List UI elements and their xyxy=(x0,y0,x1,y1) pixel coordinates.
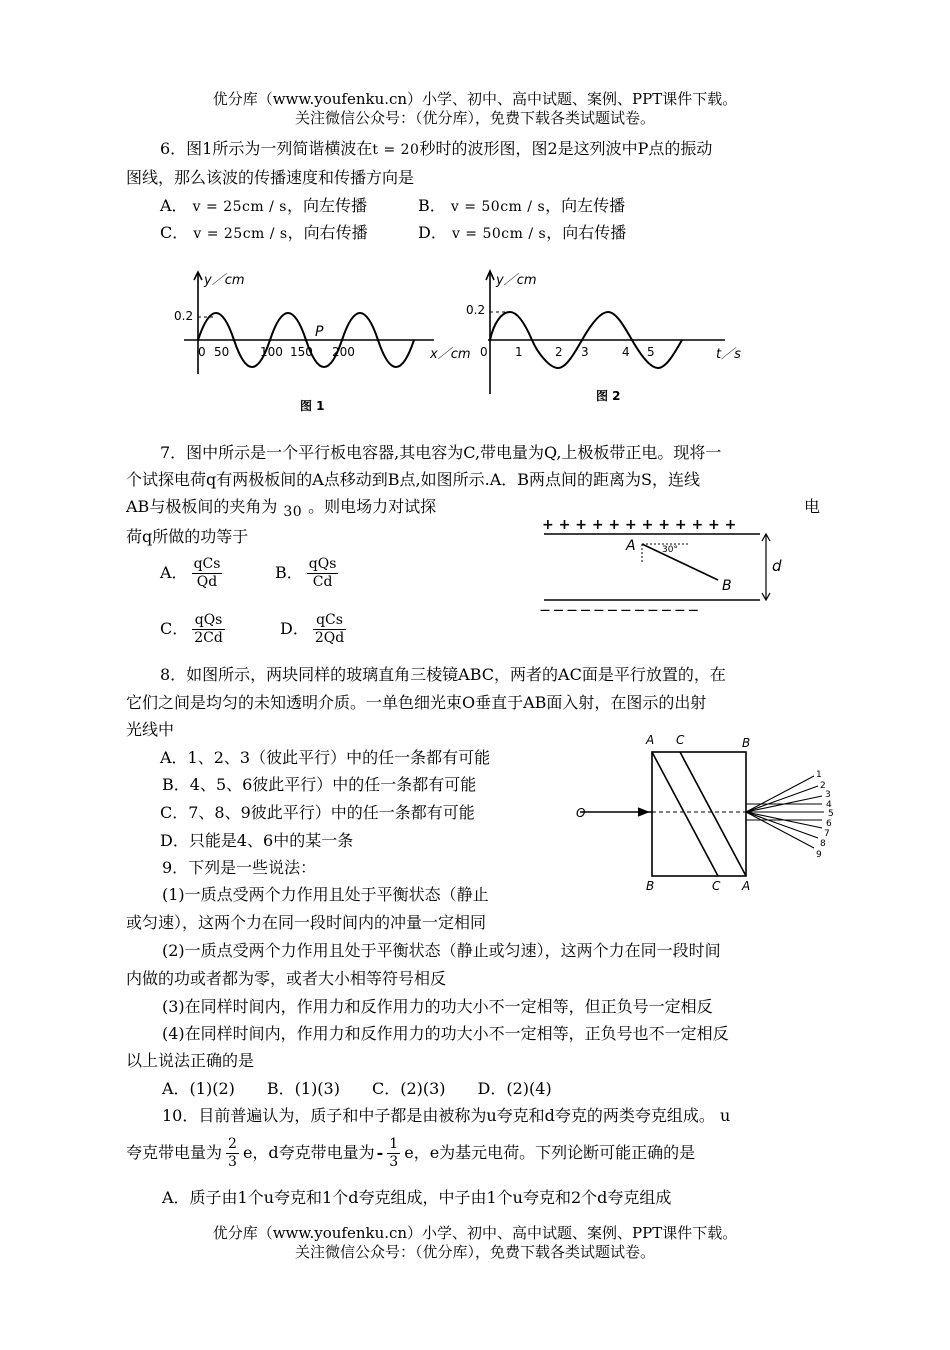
header-line-2: 关注微信公众号：（优分库），免费下载各类试题试卷。 xyxy=(294,109,655,127)
q7-option-c-fraction xyxy=(192,612,225,647)
q6-figure-2 xyxy=(460,266,760,416)
q6-fig2-caption: 图 2 xyxy=(596,389,621,403)
q6-fig1-tick-0: 0 xyxy=(198,345,206,359)
q10-d-sign: - xyxy=(376,1143,384,1162)
q6-option-d-math: v = 50cm / s xyxy=(451,226,547,242)
q6-option-a-math: v = 25cm / s xyxy=(192,199,287,215)
q10-text-2b: e，d夸克带电量为 xyxy=(242,1143,375,1162)
q9-options: A．(1)(2) B．(1)(3) C．(2)(3) D．(2)(4) xyxy=(162,1079,552,1098)
q6-option-c xyxy=(160,223,368,244)
q6-t-expr: t = 20 xyxy=(372,142,420,158)
q8-fig-source-o: O xyxy=(576,806,586,820)
q10-u-charge-fraction xyxy=(226,1136,239,1171)
q7-capacitor-figure xyxy=(538,514,798,614)
q7-line-3-end: 电 xyxy=(804,497,821,516)
q6-option-b-math: v = 50cm / s xyxy=(450,199,546,215)
q6-fig1-amp: 0.2 xyxy=(174,309,194,323)
footer-line-1: 优分库（www.youfenku.cn）小学、初中、高中试题、案例、PPT课件下载。 xyxy=(212,1224,738,1242)
q8-prism-figure xyxy=(572,730,842,895)
q8-line-2: 它们之间是均匀的未知透明介质。一单色细光束O垂直于AB面入射，在图示的出射 xyxy=(126,693,707,712)
q7-text-3b: 。则电场力对试探 xyxy=(308,497,437,516)
q6-fig2-xlabel: t／s xyxy=(716,347,741,362)
q10-option-a: A．质子由1个u夸克和1个d夸克组成，中子由1个u夸克和2个d夸克组成 xyxy=(162,1188,672,1207)
q7-option-b-num: qQs xyxy=(308,556,337,572)
q7-option-c xyxy=(160,612,229,647)
q6-option-c-label: C． xyxy=(160,223,189,242)
q9-statement-2a: (2)一质点受两个力作用且处于平衡状态（静止或匀速），这两个力在同一段时间 xyxy=(162,941,721,960)
footer-line-2: 关注微信公众号：（优分库），免费下载各类试题试卷。 xyxy=(294,1243,655,1261)
q8-ray-3: 3 xyxy=(825,790,831,800)
q7-option-b-den: Cd xyxy=(312,574,333,590)
q6-option-d-text: ，向右传播 xyxy=(546,223,627,242)
q7-option-a-fraction xyxy=(192,556,223,591)
q6-option-b-text: ，向左传播 xyxy=(545,196,626,215)
q8-ray-7: 7 xyxy=(824,829,830,839)
q6-line-2: 图线，那么该波的传播速度和传播方向是 xyxy=(126,168,415,187)
q7-option-c-den: 2Cd xyxy=(194,630,223,646)
q6-fig1-point: P xyxy=(315,324,324,340)
q10-line-2 xyxy=(126,1136,695,1171)
q7-option-b-fraction xyxy=(307,556,339,591)
q8-ray-9: 9 xyxy=(816,850,822,860)
q10-line-1: 10．目前普遍认为，质子和中子都是由被称为u夸克和d夸克的两类夸克组成。 u xyxy=(162,1106,731,1125)
q8-fig-top-a: A xyxy=(646,733,655,747)
q6-fig2-tick-2: 2 xyxy=(555,345,563,359)
q10-d-den: 3 xyxy=(389,1154,399,1170)
q7-option-d-num: qCs xyxy=(313,612,346,630)
q7-line-1: 7．图中所示是一个平行板电容器,其电容为C,带电量为Q,上极板带正电。现将一 xyxy=(160,443,722,462)
q8-ray-6: 6 xyxy=(826,819,832,829)
q6-fig2-tick-5: 5 xyxy=(647,345,655,359)
q8-ray-8: 8 xyxy=(820,839,826,849)
q8-ray-2: 2 xyxy=(820,781,826,791)
q6-text-1a: 6．图1所示为一列简谐横波在 xyxy=(160,139,373,158)
q8-fig-top-b: B xyxy=(742,736,751,750)
q6-text-1b: 秒时的波形图，图2是这列波中P点的振动 xyxy=(419,139,713,158)
q7-fig-point-b: B xyxy=(722,578,732,594)
q6-option-a-text: ，向左传播 xyxy=(286,196,367,215)
q7-option-c-label: C． xyxy=(160,619,189,638)
q7-option-b xyxy=(275,556,342,591)
q8-option-c: C．7、8、9彼此平行）中的任一条都有可能 xyxy=(160,803,475,822)
q9-intro: 9．下列是一些说法： xyxy=(162,858,317,877)
q10-d-num: 1 xyxy=(389,1136,399,1152)
q7-option-a xyxy=(160,556,226,591)
q6-fig1-ylabel: y／cm xyxy=(204,273,245,288)
q6-figure-1 xyxy=(168,266,478,416)
q6-option-a-label: A． xyxy=(160,196,188,215)
q10-u-num: 2 xyxy=(228,1136,237,1152)
q6-fig2-tick-3: 3 xyxy=(581,345,589,359)
q9-statement-4: (4)在同样时间内，作用力和反作用力的功大小不一定相等，正负号也不一定相反 xyxy=(162,1024,729,1043)
q9-statement-2b: 内做的功或者都为零，或者大小相等符号相反 xyxy=(126,969,447,988)
q7-text-3a: AB与极板间的夹角为 xyxy=(126,497,278,516)
q7-option-a-label: A． xyxy=(160,563,188,582)
q6-fig1-xlabel: x／cm xyxy=(430,347,471,362)
q6-fig1-tick-1: 50 xyxy=(214,345,230,359)
q6-option-b xyxy=(418,196,625,217)
q6-option-b-label: B． xyxy=(418,196,446,215)
header-line-1: 优分库（www.youfenku.cn）小学、初中、高中试题、案例、PPT课件下载。 xyxy=(212,90,738,108)
q8-line-3: 光线中 xyxy=(126,720,175,739)
q6-fig1-tick-2: 100 xyxy=(260,345,283,359)
q8-option-d: D．只能是4、6中的某一条 xyxy=(160,831,354,850)
q10-text-2a: 夸克带电量为 xyxy=(126,1143,223,1162)
q6-option-a xyxy=(160,196,367,217)
q7-fig-plus-signs: + + + + + + + + + + + + xyxy=(542,517,737,533)
q6-fig1-tick-3: 150 xyxy=(290,345,313,359)
q7-fig-distance-d: d xyxy=(772,557,782,575)
q10-text-2c: e，e为基元电荷。下列论断可能正确的是 xyxy=(404,1143,696,1162)
q8-fig-bottom-a: A xyxy=(742,879,751,893)
q7-option-d xyxy=(280,612,350,647)
q8-ray-5: 5 xyxy=(828,809,834,819)
q9-statement-1b: 或匀速），这两个力在同一段时间内的冲量一定相同 xyxy=(126,913,487,932)
q6-fig1-tick-4: 200 xyxy=(332,345,355,359)
q7-angle: 30 xyxy=(283,504,303,520)
q7-option-c-num: qQs xyxy=(192,612,225,630)
q9-ask: 以上说法正确的是 xyxy=(126,1051,255,1070)
q8-fig-bottom-c: C xyxy=(712,879,721,893)
q8-option-a: A．1、2、3（彼此平行）中的任一条都有可能 xyxy=(160,748,491,767)
q6-option-d-label: D． xyxy=(418,223,447,242)
q6-fig2-tick-0: 0 xyxy=(480,345,488,359)
q6-fig2-tick-4: 4 xyxy=(622,345,630,359)
q7-fig-minus-signs: — — — — — — — — — — — — xyxy=(540,605,699,614)
q6-fig2-tick-1: 1 xyxy=(515,345,523,359)
q8-ray-1: 1 xyxy=(816,770,822,780)
q9-statement-1a: (1)一质点受两个力作用且处于平衡状态（静止 xyxy=(162,885,489,904)
q8-fig-bottom-b: B xyxy=(646,879,655,893)
q10-u-den: 3 xyxy=(228,1154,237,1170)
q8-ray-4: 4 xyxy=(826,800,832,810)
q7-option-a-num: qCs xyxy=(193,556,221,572)
q8-line-1: 8．如图所示，两块同样的玻璃直角三棱镜ABC，两者的AC面是平行放置的，在 xyxy=(160,665,726,684)
q6-option-c-math: v = 25cm / s xyxy=(193,226,288,242)
q6-option-c-text: ，向右传播 xyxy=(287,223,368,242)
q8-option-b: B．4、5、6彼此平行）中的任一条都有可能 xyxy=(162,775,477,794)
q7-line-4: 荷q所做的功等于 xyxy=(126,527,249,546)
q7-fig-point-a: A xyxy=(626,538,636,554)
q7-option-d-label: D． xyxy=(280,619,309,638)
q7-line-3 xyxy=(126,497,436,518)
q7-option-d-den: 2Qd xyxy=(314,630,345,646)
q9-statement-3: (3)在同样时间内，作用力和反作用力的功大小不一定相等，但正负号一定相反 xyxy=(162,997,713,1016)
q7-fig-angle: 30° xyxy=(662,545,678,555)
q6-line-1 xyxy=(160,139,712,160)
q6-option-d xyxy=(418,223,626,244)
q7-option-b-label: B． xyxy=(275,563,303,582)
q10-d-charge-fraction xyxy=(387,1136,400,1171)
q7-line-2: 个试探电荷q有两极板间的A点移动到B点,如图所示.A．B两点间的距离为S，连线 xyxy=(126,470,701,489)
q6-fig2-ylabel: y／cm xyxy=(496,273,537,288)
q6-fig1-caption: 图 1 xyxy=(300,399,325,413)
q7-option-a-den: Qd xyxy=(196,574,218,590)
q7-option-d-fraction xyxy=(313,612,346,647)
q8-fig-top-c: C xyxy=(676,733,685,747)
q6-fig2-amp: 0.2 xyxy=(466,303,486,317)
